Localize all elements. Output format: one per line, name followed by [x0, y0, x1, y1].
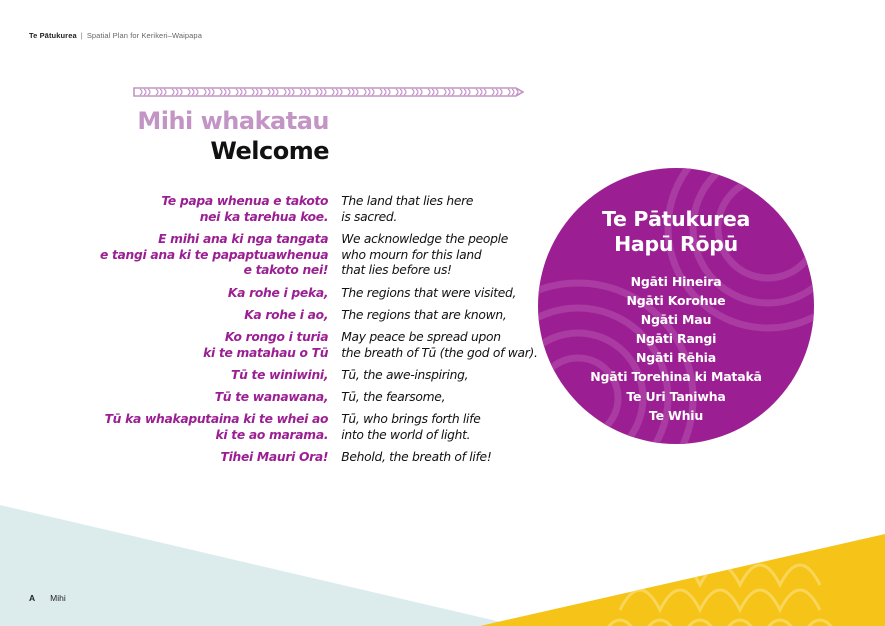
maori-line: Ko rongo i turia	[224, 329, 329, 344]
header-separator: |	[80, 31, 83, 40]
stanza-maori	[0, 412, 328, 443]
maori-line: Ka rohe i peka,	[227, 285, 329, 300]
english-line: the breath of Tū (the god of war).	[341, 345, 538, 360]
english-line: May peace be spread upon	[341, 329, 501, 344]
hapu-circle	[538, 168, 814, 444]
english-line: into the world of light.	[341, 427, 471, 442]
english-line: that lies before us!	[341, 263, 452, 278]
hapu-list-item: Ngāti Mau	[640, 312, 712, 328]
title-english: Welcome	[210, 137, 329, 165]
stanza-english	[341, 412, 560, 443]
english-line: The regions that were visited,	[341, 285, 517, 300]
hapu-circle-content	[538, 168, 814, 425]
english-line: We acknowledge the people	[341, 231, 508, 246]
stanza	[0, 368, 560, 384]
maori-line: e tangi ana ki te papaptuawhenua	[99, 247, 329, 262]
page-header	[29, 31, 202, 40]
hapu-list-item: Ngāti Hineira	[630, 274, 722, 289]
english-line: Tū, the fearsome,	[341, 390, 446, 405]
hapu-list	[538, 272, 814, 425]
stanza	[0, 286, 560, 302]
hapu-list-item: Ngāti Rēhia	[636, 350, 716, 366]
page-footer	[29, 593, 66, 603]
english-line: Tū, who brings forth life	[341, 412, 481, 427]
hapu-list-item: Ngāti Rangi	[635, 331, 717, 347]
mihi-poem	[0, 194, 560, 472]
maori-line: Tihei Mauri Ora!	[220, 450, 329, 465]
stanza	[0, 450, 560, 466]
stanza-english	[341, 390, 560, 406]
stanza	[0, 232, 560, 279]
stanza-english	[341, 286, 560, 302]
maori-line: e takoto nei!	[243, 263, 329, 278]
stanza-maori	[0, 232, 328, 279]
teal-wedge	[0, 505, 518, 626]
stanza-english	[341, 368, 560, 384]
stanza-maori	[0, 390, 328, 406]
section-label: Mihi	[50, 593, 66, 603]
yellow-wedge	[480, 534, 885, 626]
hapu-title-line1: Te Pātukurea	[601, 207, 751, 231]
stanza-maori	[0, 368, 328, 384]
hapu-title	[538, 207, 814, 257]
title-maori: Mihi whakatau	[137, 107, 329, 135]
stanza-english	[341, 308, 560, 324]
stanza	[0, 308, 560, 324]
maori-line: ki te matahau o Tū	[203, 345, 329, 360]
english-line: Tū, the awe-inspiring,	[341, 367, 469, 382]
hapu-list-item: Te Uri Taniwha	[626, 388, 726, 404]
maori-line: E mihi ana ki nga tangata	[158, 231, 329, 246]
pattern-divider	[132, 86, 524, 98]
hapu-list-item: Ngāti Torehina ki Matakā	[590, 369, 762, 385]
stanza-english	[341, 194, 560, 225]
stanza	[0, 412, 560, 443]
document-subtitle: Spatial Plan for Kerikeri–Waipapa	[86, 31, 202, 40]
maori-line: Tū te winiwini,	[231, 367, 329, 382]
maori-line: Tū ka whakaputaina ki te whei ao	[104, 412, 329, 427]
stanza-english	[341, 330, 560, 361]
maori-line: Te papa whenua e takoto	[161, 194, 329, 208]
stanza-english	[341, 232, 560, 279]
maori-line: nei ka tarehua koe.	[199, 209, 329, 224]
title-block	[137, 106, 329, 166]
hapu-list-item: Te Whiu	[648, 407, 704, 423]
maori-line: Tū te wanawana,	[214, 390, 329, 405]
document-title: Te Pātukurea	[29, 31, 77, 40]
english-line: is sacred.	[341, 209, 397, 224]
maori-line: Ka rohe i ao,	[244, 307, 329, 322]
stanza-maori	[0, 194, 328, 225]
stanza-english	[341, 450, 560, 466]
maori-line: ki te ao marama.	[215, 427, 329, 442]
stanza	[0, 194, 560, 225]
hapu-list-item: Ngāti Korohue	[626, 293, 726, 309]
english-line: The land that lies here	[341, 194, 474, 208]
stanza	[0, 390, 560, 406]
stanza-maori	[0, 308, 328, 324]
english-line: The regions that are known,	[341, 307, 507, 322]
stanza	[0, 330, 560, 361]
english-line: who mourn for this land	[341, 247, 482, 262]
english-line: Behold, the breath of life!	[341, 450, 492, 465]
stanza-maori	[0, 330, 328, 361]
hapu-title-line2: Hapū Rōpū	[614, 232, 738, 256]
stanza-maori	[0, 286, 328, 302]
page-label: A	[29, 593, 36, 603]
stanza-maori	[0, 450, 328, 466]
